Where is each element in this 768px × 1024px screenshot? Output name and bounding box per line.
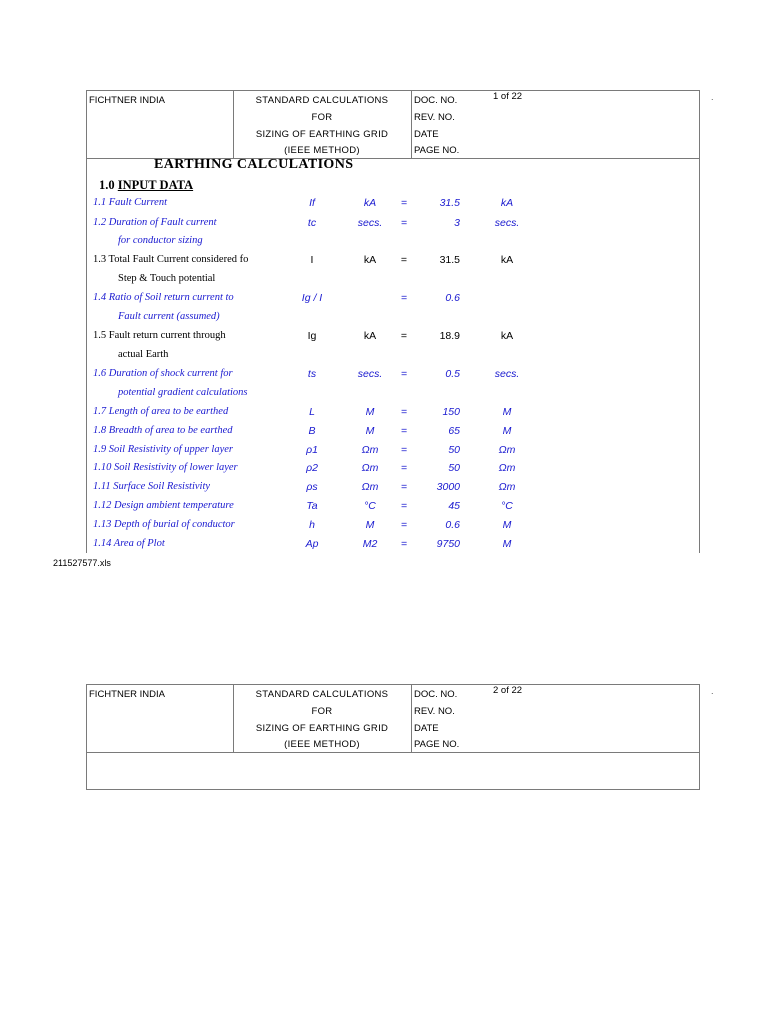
row-label: for conductor sizing: [118, 235, 203, 246]
input-row-continuation: [87, 387, 701, 406]
row-unit-2: kA: [500, 197, 514, 209]
row-value: 3: [454, 217, 460, 229]
row-equals: =: [400, 500, 408, 512]
doc-no-label: DOC. NO.: [414, 689, 458, 700]
row-unit: kA: [363, 330, 377, 342]
input-row: [87, 406, 701, 425]
row-unit: M: [365, 425, 375, 437]
header-line-3: SIZING OF EARTHING GRID: [255, 129, 389, 140]
row-equals: =: [400, 217, 408, 229]
input-row: [87, 519, 701, 538]
row-label: Step & Touch potential: [118, 273, 216, 284]
input-row: [87, 254, 701, 273]
row-value: 3000: [436, 481, 460, 493]
row-unit: M: [365, 406, 375, 418]
row-value: 0.6: [445, 292, 460, 304]
header-line-2: FOR: [311, 112, 333, 123]
row-unit-2: M: [502, 406, 512, 418]
row-value: 9750: [436, 538, 460, 550]
section-title: INPUT DATA: [117, 178, 194, 192]
row-equals: =: [400, 425, 408, 437]
calc-sheet-page-2: [86, 684, 700, 790]
row-symbol: Ta: [306, 500, 318, 512]
input-row-continuation: [87, 273, 701, 292]
input-row: [87, 500, 701, 519]
row-unit: Ωm: [361, 462, 379, 474]
row-label: 1.6 Duration of shock current for: [93, 368, 233, 379]
row-equals: =: [400, 292, 408, 304]
row-unit-2: Ωm: [498, 444, 516, 456]
row-equals: =: [400, 254, 408, 266]
row-equals: =: [400, 481, 408, 493]
doc-no-label: DOC. NO.: [414, 95, 458, 106]
row-label: actual Earth: [118, 349, 169, 360]
company-name: FICHTNER INDIA: [89, 95, 165, 106]
header-line-1: STANDARD CALCULATIONS: [255, 95, 389, 106]
input-row: [87, 197, 701, 216]
row-value: 0.5: [445, 368, 460, 380]
row-equals: =: [400, 519, 408, 531]
row-symbol: B: [308, 425, 316, 437]
input-row: [87, 368, 701, 387]
page-no-label: PAGE NO.: [414, 145, 460, 156]
row-value: 45: [448, 500, 460, 512]
input-row: [87, 481, 701, 500]
input-row-continuation: [87, 349, 701, 368]
row-label: 1.8 Breadth of area to be earthed: [93, 425, 233, 436]
header-divider: [411, 685, 412, 752]
row-symbol: Ig / I: [301, 292, 323, 304]
row-unit-2: °C: [501, 500, 513, 512]
row-equals: =: [400, 538, 408, 550]
input-row: [87, 330, 701, 349]
row-symbol: ρs: [306, 481, 318, 493]
header-line-4: (IEEE METHOD): [284, 145, 360, 156]
row-symbol: h: [309, 519, 315, 531]
calc-title: EARTHING CALCULATIONS: [154, 157, 354, 172]
row-equals: =: [400, 444, 408, 456]
row-label: Fault current (assumed): [118, 311, 220, 322]
input-row-continuation: [87, 235, 701, 254]
row-label: 1.1 Fault Current: [93, 197, 167, 208]
row-label: 1.12 Design ambient temperature: [93, 500, 234, 511]
row-unit: kA: [363, 197, 377, 209]
row-label: potential gradient calculations: [118, 387, 248, 398]
row-value: 50: [448, 462, 460, 474]
row-unit: M: [365, 519, 375, 531]
row-symbol: Ig: [307, 330, 317, 342]
row-unit: Ωm: [361, 444, 379, 456]
row-symbol: tc: [307, 217, 317, 229]
row-label: 1.11 Surface Soil Resistivity: [93, 481, 211, 492]
row-value: 65: [448, 425, 460, 437]
header-line-3: SIZING OF EARTHING GRID: [255, 723, 389, 734]
page-no-label: PAGE NO.: [414, 739, 460, 750]
row-unit: Ωm: [361, 481, 379, 493]
input-row: [87, 462, 701, 481]
sheet-header: [87, 685, 699, 753]
input-row: [87, 217, 701, 236]
row-value: 50: [448, 444, 460, 456]
row-label: 1.4 Ratio of Soil return current to: [93, 292, 234, 303]
row-unit: M2: [362, 538, 378, 550]
input-row: [87, 538, 701, 557]
row-value: 31.5: [439, 197, 460, 209]
row-equals: =: [400, 462, 408, 474]
row-label: 1.3 Total Fault Current considered fo: [93, 254, 249, 265]
page-counter: 2 of 22: [493, 685, 523, 696]
row-label: 1.2 Duration of Fault current: [93, 217, 217, 228]
row-unit-2: M: [502, 425, 512, 437]
row-equals: =: [400, 197, 408, 209]
row-unit-2: secs.: [494, 217, 520, 229]
row-unit-2: M: [502, 519, 512, 531]
input-row-continuation: [87, 311, 701, 330]
company-name: FICHTNER INDIA: [89, 689, 165, 700]
row-unit-2: secs.: [494, 368, 520, 380]
row-unit-2: kA: [500, 254, 514, 266]
row-unit: °C: [364, 500, 376, 512]
file-name-footer: 211527577.xls: [53, 558, 111, 568]
row-symbol: ρ1: [306, 444, 318, 456]
rev-no-label: REV. NO.: [414, 706, 455, 717]
row-label: 1.13 Depth of burial of conductor: [93, 519, 235, 530]
header-line-4: (IEEE METHOD): [284, 739, 360, 750]
row-unit-2: Ωm: [498, 462, 516, 474]
row-equals: =: [400, 368, 408, 380]
sheet-header: [87, 91, 699, 159]
row-equals: =: [400, 406, 408, 418]
input-row: [87, 444, 701, 463]
row-symbol: I: [310, 254, 314, 266]
rev-no-label: REV. NO.: [414, 112, 455, 123]
row-value: 150: [442, 406, 460, 418]
row-symbol: ts: [307, 368, 317, 380]
row-unit: secs.: [357, 368, 383, 380]
row-symbol: ρ2: [306, 462, 318, 474]
input-row: [87, 292, 701, 311]
row-label: 1.14 Area of Plot: [93, 538, 165, 549]
calc-sheet-page-1: [86, 90, 700, 553]
row-unit: kA: [363, 254, 377, 266]
row-unit: secs.: [357, 217, 383, 229]
row-symbol: Ap: [305, 538, 319, 550]
row-value: 18.9: [439, 330, 460, 342]
margin-dot: .: [711, 92, 714, 102]
row-label: 1.9 Soil Resistivity of upper layer: [93, 444, 233, 455]
row-label: 1.10 Soil Resistivity of lower layer: [93, 462, 238, 473]
row-symbol: If: [309, 197, 315, 209]
row-value: 0.6: [445, 519, 460, 531]
row-unit-2: M: [502, 538, 512, 550]
input-row: [87, 425, 701, 444]
row-value: 31.5: [439, 254, 460, 266]
row-symbol: L: [309, 406, 315, 418]
page-counter: 1 of 22: [493, 91, 523, 102]
section-number: 1.0: [99, 178, 115, 192]
row-label: 1.5 Fault return current through: [93, 330, 226, 341]
row-unit-2: Ωm: [498, 481, 516, 493]
row-equals: =: [400, 330, 408, 342]
header-line-1: STANDARD CALCULATIONS: [255, 689, 389, 700]
date-label: DATE: [414, 129, 439, 140]
row-unit-2: kA: [500, 330, 514, 342]
row-label: 1.7 Length of area to be earthed: [93, 406, 229, 417]
margin-dot: .: [711, 686, 714, 696]
header-divider: [411, 91, 412, 158]
date-label: DATE: [414, 723, 439, 734]
header-line-2: FOR: [311, 706, 333, 717]
section-heading: [99, 178, 193, 193]
